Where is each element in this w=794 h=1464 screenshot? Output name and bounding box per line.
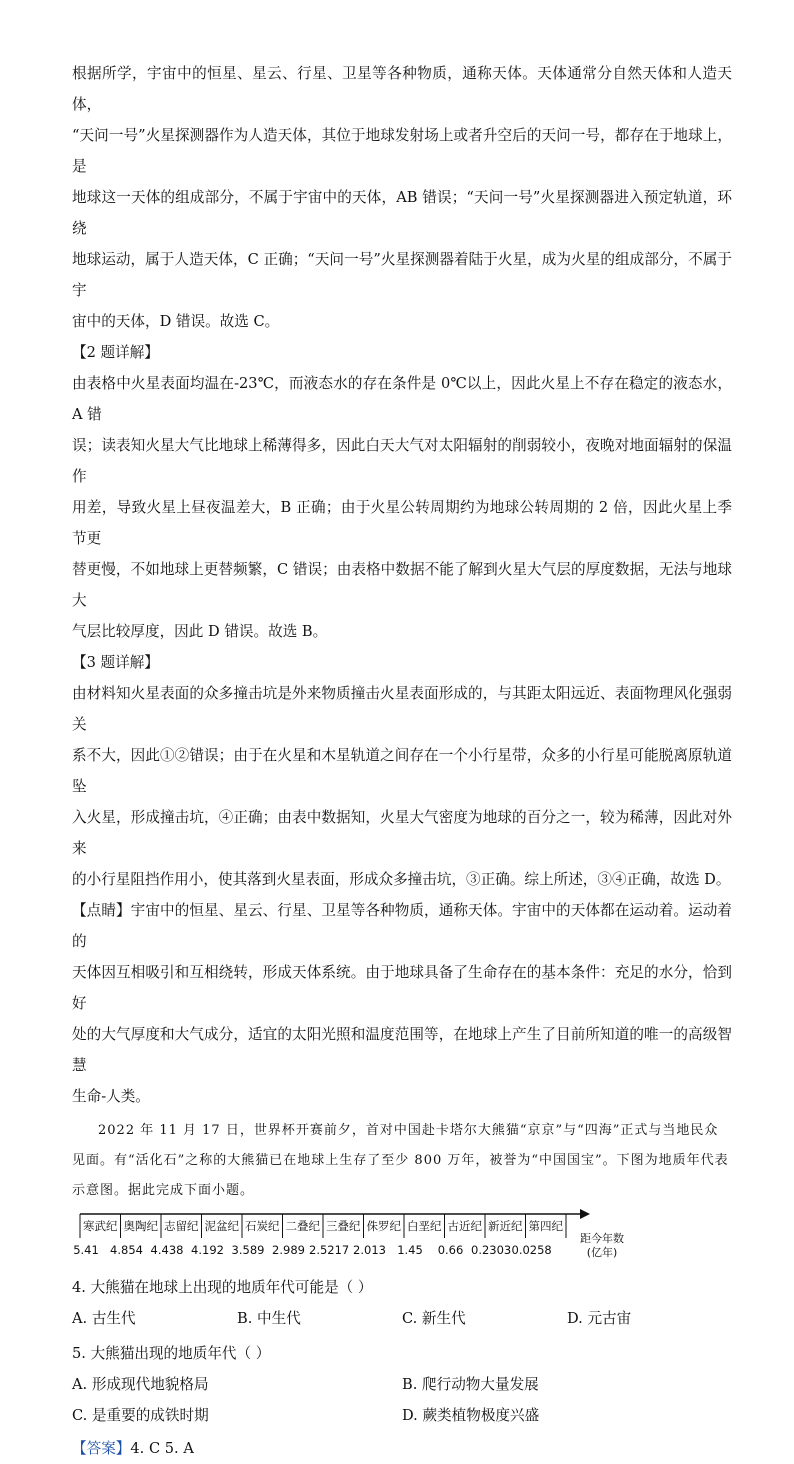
- question-4-options: [72, 1303, 732, 1334]
- explanation-q1: [72, 58, 732, 337]
- era-label: 侏罗纪: [366, 1219, 401, 1233]
- option-a[interactable]: A. 形成现代地貌格局: [72, 1376, 209, 1393]
- option-b[interactable]: B. 中生代: [237, 1310, 301, 1327]
- geologic-timeline: [72, 1208, 732, 1268]
- material-passage: 2022 年 11 月 17 日，世界杯开赛前夕，首对中国赴卡塔尔大熊猫“京京”与“四海”正式与当地民众见面。有“活化石”之称的大熊猫已在地球上生存了至少 800 万年，被誉为“中国国宝”。下图为地质年代表示意图。据此完成下面小题。: [72, 1123, 729, 1198]
- highlight-note: [72, 895, 732, 1112]
- text-line: 天体因互相吸引和互相绕转，形成天体系统。由于地球具备了生命存在的基本条件：充足的水分，恰到好: [72, 964, 732, 1012]
- unit-line-1: 距今年数: [580, 1232, 624, 1245]
- text-line: 地球这一天体的组成部分，不属于宇宙中的天体，AB 错误；“天问一号”火星探测器进入预定轨道，环绕: [72, 189, 732, 237]
- age-value-label: 2.989: [272, 1243, 305, 1257]
- era-label: 泥盆纪: [204, 1219, 239, 1233]
- option-a[interactable]: A. 古生代: [72, 1310, 136, 1327]
- text-line: 生命-人类。: [72, 1088, 150, 1105]
- section-tag-q3: 【3 题详解】: [72, 654, 159, 671]
- text-line: 误；读表知火星大气比地球上稀薄得多，因此白天大气对太阳辐射的削弱较小，夜晚对地面辐射的保温作: [72, 437, 732, 485]
- answer-tag: 【答案】: [72, 1440, 131, 1457]
- question-4-stem: 4. 大熊猫在地球上出现的地质年代可能是（ ）: [72, 1279, 373, 1296]
- text-line: 气层比较厚度，因此 D 错误。故选 B。: [72, 623, 328, 640]
- question-5-options-row-1: [72, 1369, 732, 1400]
- text-line: 由表格中火星表面均温在-23℃，而液态水的存在条件是 0℃以上，因此火星上不存在稳定的液态水，A 错: [72, 375, 732, 423]
- option-d[interactable]: D. 元古宙: [567, 1310, 632, 1327]
- era-label: 奥陶纪: [123, 1219, 158, 1233]
- option-d[interactable]: D. 蕨类植物极度兴盛: [402, 1407, 540, 1424]
- age-value-label: 0.2303: [471, 1243, 512, 1257]
- age-value-label: 3.589: [231, 1243, 265, 1257]
- age-value-label: 4.854: [110, 1243, 143, 1257]
- text-line: 由材料知火星表面的众多撞击坑是外来物质撞击火星表面形成的，与其距太阳远近、表面物理风化强弱关: [72, 685, 732, 733]
- section-tag-q2: 【2 题详解】: [72, 344, 159, 361]
- option-c[interactable]: C. 新生代: [402, 1310, 466, 1327]
- age-value-label: 5.41: [73, 1243, 99, 1257]
- era-label: 二叠纪: [285, 1219, 320, 1233]
- era-label: 新近纪: [488, 1219, 523, 1233]
- era-label: 古近纪: [447, 1219, 482, 1233]
- era-label: 石炭纪: [245, 1219, 280, 1233]
- era-label: 三叠纪: [326, 1219, 361, 1233]
- question-5-stem: 5. 大熊猫出现的地质年代（ ）: [72, 1345, 271, 1362]
- timeline-unit: [572, 1232, 632, 1260]
- question-5-options-row-2: [72, 1400, 732, 1431]
- era-label: 白垩纪: [407, 1219, 442, 1233]
- text-line: 入火星，形成撞击坑，④正确；由表中数据知，火星大气密度为地球的百分之一，较为稀薄，因此对外来: [72, 809, 732, 857]
- era-label: 寒武纪: [83, 1219, 118, 1233]
- answer-text: 4. C 5. A: [130, 1440, 194, 1457]
- option-c[interactable]: C. 是重要的成铁时期: [72, 1407, 209, 1424]
- age-value-label: 1.45: [397, 1243, 423, 1257]
- text-line: 用差，导致火星上昼夜温差大，B 正确；由于火星公转周期约为地球公转周期的 2 倍，因此火星上季节更: [72, 499, 732, 547]
- text-line: 宙中的天体，D 错误。故选 C。: [72, 313, 280, 330]
- text-line: 地球运动，属于人造天体，C 正确；“天问一号”火星探测器着陆于火星，成为火星的组成部分，不属于宇: [72, 251, 732, 299]
- age-value-label: 0.0258: [511, 1243, 552, 1257]
- text-line: 处的大气厚度和大气成分，适宜的太阳光照和温度范围等，在地球上产生了目前所知道的唯一的高级智慧: [72, 1026, 732, 1074]
- unit-line-2: (亿年): [586, 1246, 618, 1259]
- answer-line: [72, 1433, 732, 1464]
- age-value-label: 0.66: [437, 1243, 464, 1257]
- text-line: “天问一号”火星探测器作为人造天体，其位于地球发射场上或者升空后的天问一号，都存在于地球上，是: [72, 127, 732, 175]
- explanation-q3: [72, 678, 732, 895]
- era-label: 第四纪: [528, 1219, 563, 1233]
- timeline-axis: [72, 1208, 632, 1268]
- text-line: 【点睛】宇宙中的恒星、星云、行星、卫星等各种物质，通称天体。宇宙中的天体都在运动着。运动着的: [72, 902, 732, 950]
- text-line: 根据所学，宇宙中的恒星、星云、行星、卫星等各种物质，通称天体。天体通常分自然天体和人造天体，: [72, 65, 732, 113]
- text-line: 替更慢，不如地球上更替频繁，C 错误；由表格中数据不能了解到火星大气层的厚度数据，无法与地球大: [72, 561, 732, 609]
- option-b[interactable]: B. 爬行动物大量发展: [402, 1376, 539, 1393]
- age-value-label: 4.192: [191, 1243, 224, 1257]
- text-line: 系不大，因此①②错误；由于在火星和木星轨道之间存在一个小行星带，众多的小行星可能脱离原轨道坠: [72, 747, 732, 795]
- page-content: [72, 58, 732, 1464]
- age-value-label: 2.5217: [309, 1243, 350, 1257]
- explanation-q2: [72, 368, 732, 647]
- age-value-label: 2.013: [353, 1243, 386, 1257]
- age-value-label: 4.438: [150, 1243, 184, 1257]
- era-label: 志留纪: [164, 1219, 199, 1233]
- text-line: 的小行星阻挡作用小，使其落到火星表面，形成众多撞击坑，③正确。综上所述，③④正确，故选 D。: [72, 871, 731, 888]
